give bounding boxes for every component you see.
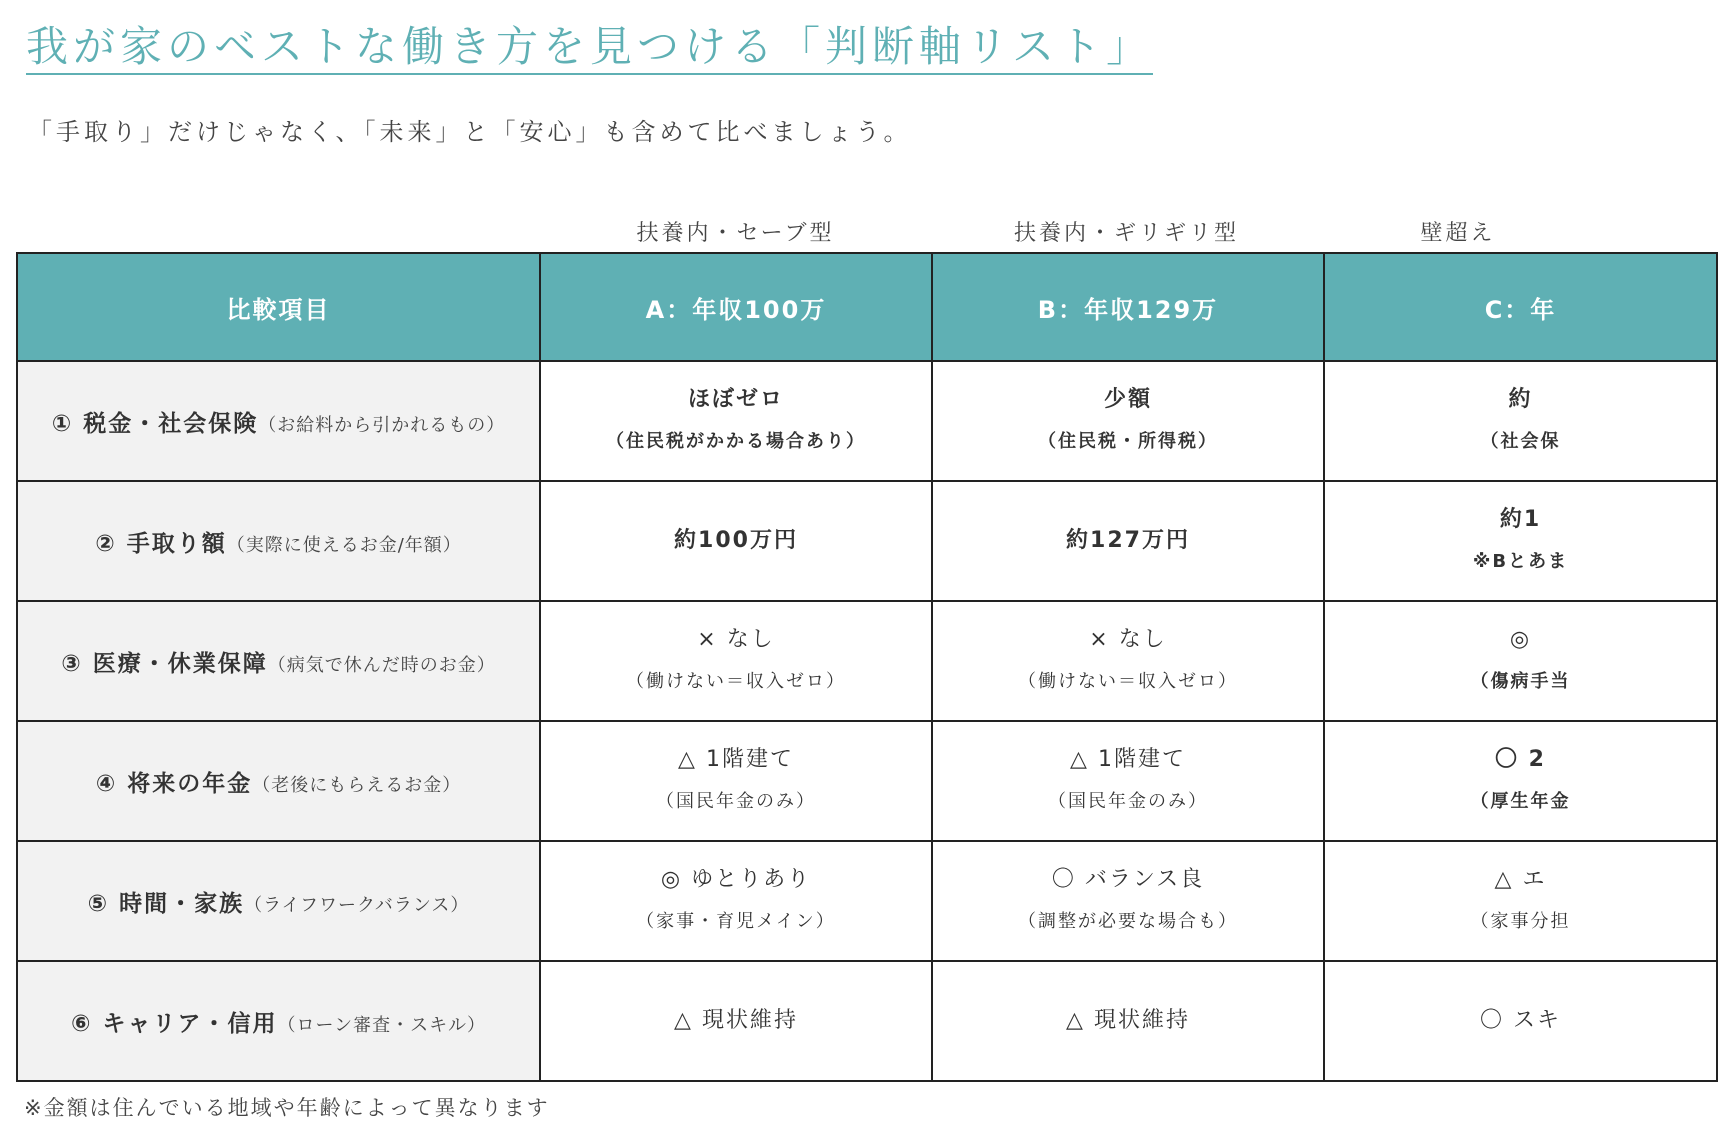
page-title: 我が家のベストな働き方を見つける「判断軸リスト」 <box>26 22 1153 75</box>
cell-main: △ エ <box>1494 867 1547 892</box>
cell-note: （傷病手当 <box>1470 671 1571 692</box>
comparison-table <box>16 252 1718 1082</box>
cell-note: （家事分担 <box>1470 911 1571 932</box>
cell-note: （働けない＝収入ゼロ） <box>1018 671 1238 692</box>
row-label-sub: （お給料から引かれるもの） <box>258 414 506 436</box>
footnote: ※金額は住んでいる地域や年齢によって異なります <box>24 1096 550 1120</box>
cell-main: ほぼゼロ <box>687 387 784 412</box>
page-subtitle: 「手取り」だけじゃなく、「未来」と「安心」も含めて比べましょう。 <box>28 118 912 146</box>
table-cell <box>1324 601 1717 721</box>
cell-note: （調整が必要な場合も） <box>1018 911 1238 932</box>
row-label <box>17 601 540 721</box>
header-option-a: A：年収100万 <box>540 253 932 361</box>
table-row <box>17 721 1717 841</box>
row-label-sub: （ローン審査・スキル） <box>277 1014 486 1036</box>
row-label-sub: （実際に使えるお金/年額） <box>226 534 462 556</box>
cell-main: △ 現状維持 <box>674 1008 798 1033</box>
column-type-b: 扶養内・ギリギリ型 <box>1013 221 1239 246</box>
cell-main: △ 1階建て <box>678 747 794 772</box>
cell-note: （働けない＝収入ゼロ） <box>626 671 846 692</box>
table-row <box>17 601 1717 721</box>
table-cell <box>932 361 1324 481</box>
header-option-b: B：年収129万 <box>932 253 1324 361</box>
comparison-table-wrapper <box>16 252 1571 1082</box>
row-label-main: ⑥ キャリア・信用 <box>71 1010 278 1037</box>
table-row <box>17 841 1717 961</box>
table-cell <box>540 361 932 481</box>
table-row <box>17 361 1717 481</box>
cell-main: 約100万円 <box>674 528 798 553</box>
cell-main: ◎ <box>1509 627 1532 652</box>
cell-main: 〇 バランス良 <box>1051 867 1205 892</box>
row-label-sub: （ライフワークバランス） <box>244 894 470 916</box>
cell-note: （住民税がかかる場合あり） <box>606 431 866 452</box>
table-header-row <box>17 253 1717 361</box>
row-label-main: ② 手取り額 <box>95 530 227 557</box>
cell-main: △ 1階建て <box>1070 747 1186 772</box>
cell-main: × なし <box>697 627 775 652</box>
column-type-a: 扶養内・セーブ型 <box>636 221 835 246</box>
row-label <box>17 961 540 1081</box>
cell-note: （住民税・所得税） <box>1038 431 1218 452</box>
row-label <box>17 841 540 961</box>
cell-main: ◎ ゆとりあり <box>660 867 812 892</box>
cell-main: △ 現状維持 <box>1066 1008 1190 1033</box>
column-type-c: 壁超え <box>1420 221 1496 246</box>
cell-main: 少額 <box>1103 387 1152 412</box>
table-cell <box>1324 361 1717 481</box>
cell-main: 約 <box>1508 387 1533 412</box>
row-label <box>17 481 540 601</box>
row-label-sub: （病気で休んだ時のお金） <box>267 654 496 676</box>
table-row <box>17 961 1717 1081</box>
row-label-main: ④ 将来の年金 <box>95 770 253 797</box>
table-cell <box>932 481 1324 601</box>
row-label-main: ⑤ 時間・家族 <box>87 890 245 917</box>
row-label <box>17 721 540 841</box>
cell-main: 約1 <box>1499 507 1542 532</box>
cell-main: 〇 2 <box>1495 747 1546 772</box>
table-cell <box>1324 841 1717 961</box>
table-cell <box>540 481 932 601</box>
cell-main: × なし <box>1089 627 1167 652</box>
table-cell <box>932 721 1324 841</box>
cell-note: ※Bとあま <box>1472 551 1569 572</box>
table-cell <box>1324 721 1717 841</box>
cell-note: （家事・育児メイン） <box>636 911 836 932</box>
row-label-main: ① 税金・社会保険 <box>51 410 259 437</box>
header-comparison-item: 比較項目 <box>17 253 540 361</box>
cell-main: 約127万円 <box>1066 528 1190 553</box>
cell-note: （厚生年金 <box>1470 791 1571 812</box>
row-label-sub: （老後にもらえるお金） <box>252 774 462 796</box>
table-cell <box>932 961 1324 1081</box>
table-cell <box>932 601 1324 721</box>
table-cell <box>1324 481 1717 601</box>
row-label <box>17 361 540 481</box>
header-option-c: C：年 <box>1324 253 1717 361</box>
row-label-main: ③ 医療・休業保障 <box>61 650 268 677</box>
table-cell <box>540 601 932 721</box>
cell-note: （国民年金のみ） <box>656 791 816 812</box>
table-cell <box>540 841 932 961</box>
cell-main: 〇 スキ <box>1480 1008 1561 1033</box>
table-cell <box>540 961 932 1081</box>
table-cell <box>1324 961 1717 1081</box>
table-row <box>17 481 1717 601</box>
table-cell <box>540 721 932 841</box>
cell-note: （社会保 <box>1480 431 1561 452</box>
cell-note: （国民年金のみ） <box>1048 791 1208 812</box>
table-cell <box>932 841 1324 961</box>
